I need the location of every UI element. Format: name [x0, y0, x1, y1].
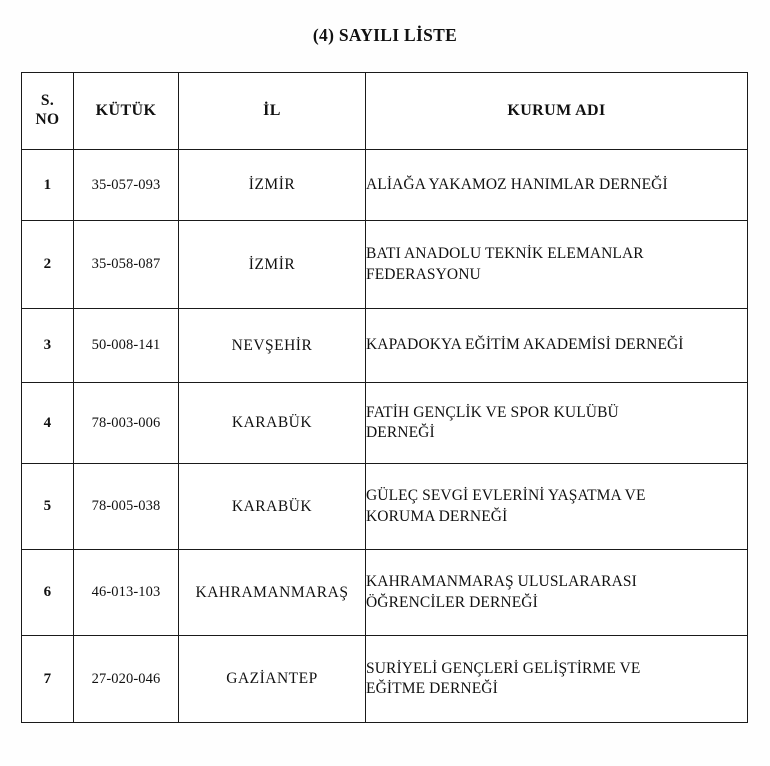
cell-kutuk: 78-005-038 [74, 464, 179, 550]
cell-kutuk: 35-057-093 [74, 150, 179, 221]
cell-sira-no: 4 [22, 383, 74, 464]
cell-sira-no: 3 [22, 309, 74, 383]
cell-kurum-adi [366, 636, 748, 723]
cell-kutuk: 78-003-006 [74, 383, 179, 464]
cell-il: KAHRAMANMARAŞ [179, 550, 366, 636]
kurum-adi-line: KORUMA DERNEĞİ [366, 507, 508, 525]
column-header-kutuk: KÜTÜK [74, 73, 179, 150]
kurum-adi-line: FATİH GENÇLİK VE SPOR KULÜBÜ [366, 403, 619, 421]
kurum-adi-line: ÖĞRENCİLER DERNEĞİ [366, 593, 538, 611]
table-body [22, 150, 748, 723]
cell-il: KARABÜK [179, 464, 366, 550]
cell-kurum-adi [366, 464, 748, 550]
cell-sira-no: 7 [22, 636, 74, 723]
cell-kurum-adi [366, 550, 748, 636]
table-row [22, 550, 748, 636]
listing-table-container [21, 72, 747, 723]
cell-kurum-adi [366, 150, 748, 221]
page-title: (4) SAYILI LİSTE [312, 25, 458, 45]
cell-sira-no: 2 [22, 221, 74, 309]
column-header-sira-no-line1: S. [40, 92, 55, 110]
table-header [22, 73, 748, 150]
table-row [22, 464, 748, 550]
table-row [22, 309, 748, 383]
kurum-adi-line: SURİYELİ GENÇLERİ GELİŞTİRME VE [366, 659, 641, 677]
table-row [22, 221, 748, 309]
cell-il: İZMİR [179, 221, 366, 309]
cell-kutuk: 35-058-087 [74, 221, 179, 309]
cell-sira-no: 5 [22, 464, 74, 550]
cell-kurum-adi-text [366, 659, 747, 700]
kurum-adi-line: BATI ANADOLU TEKNİK ELEMANLAR [366, 245, 644, 263]
kurum-adi-line: DERNEĞİ [366, 424, 435, 441]
cell-kurum-adi-text [366, 572, 747, 613]
column-header-sira-no [22, 73, 74, 150]
kurum-adi-line: KAHRAMANMARAŞ ULUSLARARASI [366, 573, 637, 591]
kurum-adi-line: GÜLEÇ SEVGİ EVLERİNİ YAŞATMA VE [366, 487, 646, 505]
cell-kutuk: 50-008-141 [74, 309, 179, 383]
cell-kurum-adi [366, 221, 748, 309]
table-header-row [22, 73, 748, 150]
table-row [22, 383, 748, 464]
cell-kurum-adi-text [366, 403, 747, 444]
kurum-adi-line: KAPADOKYA EĞİTİM AKADEMİSİ DERNEĞİ [366, 336, 684, 354]
kurum-adi-line: FEDERASYONU [366, 265, 481, 283]
column-header-sira-no-line2: NO [35, 111, 60, 128]
cell-il: İZMİR [179, 150, 366, 221]
table-row [22, 150, 748, 221]
cell-kurum-adi-text [366, 175, 747, 195]
kurum-adi-line: ALİAĞA YAKAMOZ HANIMLAR DERNEĞİ [366, 175, 668, 193]
cell-sira-no: 6 [22, 550, 74, 636]
cell-il: KARABÜK [179, 383, 366, 464]
cell-sira-no: 1 [22, 150, 74, 221]
table-row [22, 636, 748, 723]
cell-kurum-adi [366, 309, 748, 383]
cell-kutuk: 27-020-046 [74, 636, 179, 723]
cell-kurum-adi-text [366, 244, 747, 285]
cell-kurum-adi [366, 383, 748, 464]
column-header-kurum-adi: KURUM ADI [366, 73, 748, 150]
column-header-il: İL [179, 73, 366, 150]
cell-il: NEVŞEHİR [179, 309, 366, 383]
cell-kurum-adi-text [366, 335, 747, 355]
cell-il: GAZİANTEP [179, 636, 366, 723]
kurum-adi-line: EĞİTME DERNEĞİ [366, 680, 498, 697]
listing-table [21, 72, 748, 723]
cell-kutuk: 46-013-103 [74, 550, 179, 636]
cell-kurum-adi-text [366, 486, 747, 527]
